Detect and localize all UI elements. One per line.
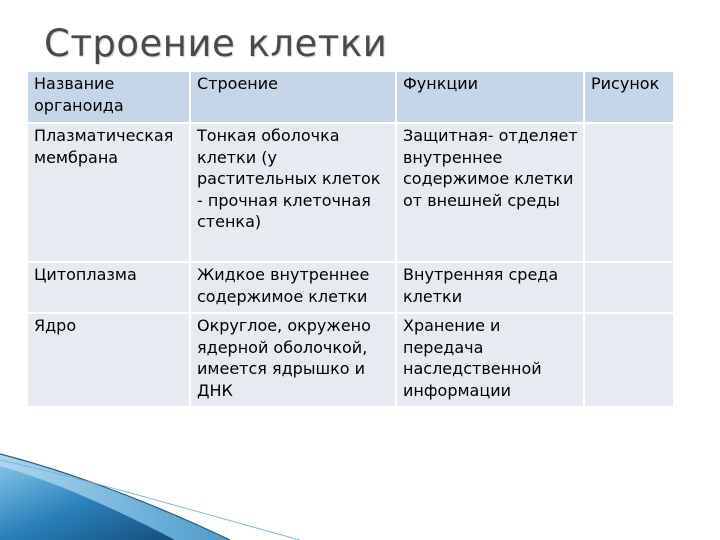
cell-organoid: Плазматическая мембрана: [27, 123, 190, 262]
header-functions: Функции: [396, 71, 584, 123]
cell-picture: [584, 262, 674, 313]
table-header-row: [27, 71, 674, 123]
corner-wave-decoration: [0, 440, 720, 540]
cell-structure: Округлое, окружено ядерной оболочкой, имеется ядрышко и ДНК: [190, 313, 396, 407]
table-row: [27, 313, 674, 407]
header-organoid-name: Название органоида: [27, 71, 190, 123]
organoid-table: [26, 70, 675, 408]
cell-organoid: Цитоплазма: [27, 262, 190, 313]
cell-function: Внутренняя среда клетки: [396, 262, 584, 313]
slide-title: Строение клетки: [44, 22, 388, 65]
cell-organoid: Ядро: [27, 313, 190, 407]
header-structure: Строение: [190, 71, 396, 123]
header-picture: Рисунок: [584, 71, 674, 123]
cell-structure: Тонкая оболочка клетки (у растительных клеток - прочная клеточная стенка): [190, 123, 396, 262]
cell-function: Хранение и передача наследственной информации: [396, 313, 584, 407]
table-row: [27, 123, 674, 262]
cell-picture: [584, 313, 674, 407]
cell-structure: Жидкое внутреннее содержимое клетки: [190, 262, 396, 313]
cell-picture: [584, 123, 674, 262]
table-row: [27, 262, 674, 313]
wave-shape-front: [0, 466, 175, 540]
cell-function: Защитная- отделяет внутреннее содержимое клетки от внешней среды: [396, 123, 584, 262]
